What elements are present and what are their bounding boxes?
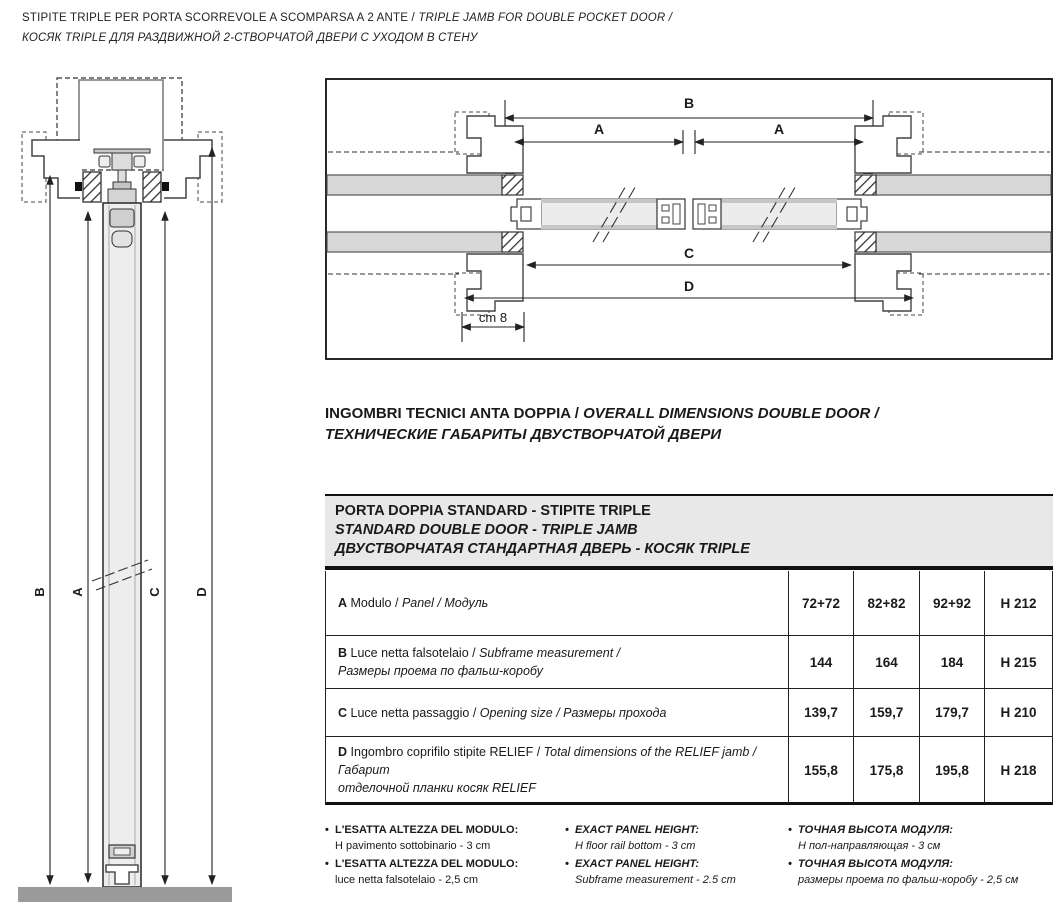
row-label-regular: Luce netta falsotelaio / bbox=[350, 646, 480, 660]
value-cell: H 215 bbox=[984, 636, 1052, 688]
table-row-d bbox=[326, 737, 1052, 802]
table-row-a bbox=[326, 571, 1052, 636]
footnote bbox=[325, 822, 557, 854]
footnote bbox=[788, 856, 1056, 888]
table-row-c bbox=[326, 689, 1052, 737]
footnotes-russian bbox=[788, 822, 1056, 890]
footnote-text: H pavimento sottobinario - 3 cm bbox=[335, 840, 491, 852]
row-label-regular: Modulo / bbox=[350, 596, 402, 610]
footnote-text: размеры проема по фальш-коробу - 2,5 см bbox=[798, 874, 1019, 886]
footnote bbox=[788, 822, 1056, 854]
footnote-heading: L'ESATTA ALTEZZA DEL MODULO: bbox=[335, 858, 519, 870]
dim-label-d: D bbox=[683, 278, 695, 294]
footnote-heading: EXACT PANEL HEIGHT: bbox=[575, 858, 700, 870]
table-title-block bbox=[325, 494, 1053, 570]
vertical-section-drawing bbox=[8, 66, 238, 904]
footnote-heading: ТОЧНАЯ ВЫСОТА МОДУЛЯ: bbox=[798, 824, 953, 836]
row-label-italic: Subframe measurement / bbox=[479, 646, 621, 660]
footnote-text: Subframe measurement - 2.5 cm bbox=[575, 874, 736, 886]
plan-section-drawing bbox=[325, 78, 1053, 360]
row-label-line2: Размеры проема по фальш-коробу bbox=[338, 664, 543, 678]
row-key: A bbox=[338, 596, 348, 610]
section-heading-en-text: OVERALL DIMENSIONS DOUBLE DOOR / bbox=[583, 405, 879, 422]
footnote-heading: ТОЧНАЯ ВЫСОТА МОДУЛЯ: bbox=[798, 858, 953, 870]
dim-label-a-left: A bbox=[593, 121, 605, 137]
value-cell: 195,8 bbox=[919, 737, 984, 803]
dimensions-table bbox=[325, 571, 1053, 805]
bullet-icon: • bbox=[565, 824, 569, 836]
drawing-frame bbox=[326, 79, 1052, 359]
jamb-cover-right bbox=[164, 132, 222, 202]
row-label-regular: Luce netta passaggio / bbox=[350, 705, 480, 720]
dim-label-b: B bbox=[32, 587, 47, 597]
roller-carriage bbox=[94, 149, 150, 203]
value-cell: 159,7 bbox=[853, 689, 919, 736]
dim-label-c: C bbox=[147, 587, 162, 597]
row-label bbox=[326, 636, 788, 688]
section-heading-line1 bbox=[325, 403, 1053, 424]
value-cell: 175,8 bbox=[853, 737, 919, 803]
header-line1-en-text: TRIPLE JAMB FOR DOUBLE POCKET DOOR / bbox=[418, 12, 673, 24]
table-title-en: STANDARD DOUBLE DOOR - TRIPLE JAMB bbox=[335, 522, 638, 538]
footnote-text: Н пол-направляющая - 3 см bbox=[798, 840, 941, 852]
footnote-heading: L'ESATTA ALTEZZA DEL MODULO: bbox=[335, 824, 519, 836]
seal-left bbox=[75, 182, 82, 191]
header-line-2: КОСЯК TRIPLE ДЛЯ РАЗДВИЖНОЙ 2-СТВОРЧАТОЙ ДВЕРИ С УХОДОМ В СТЕНУ bbox=[22, 32, 478, 44]
row-label-italic: Panel / Модуль bbox=[401, 596, 489, 610]
wall-lower-right bbox=[876, 232, 1051, 252]
value-cell: H 210 bbox=[984, 689, 1052, 736]
footnote-text: luce netta falsotelaio - 2,5 cm bbox=[335, 874, 479, 886]
row-key: C bbox=[338, 705, 348, 720]
value-cell: H 212 bbox=[984, 571, 1052, 635]
value-cell: 179,7 bbox=[919, 689, 984, 736]
bullet-icon: • bbox=[788, 858, 792, 870]
row-label-line2: отделочной планки косяк RELIEF bbox=[338, 781, 536, 795]
table-title-ru: ДВУСТВОРЧАТАЯ СТАНДАРТНАЯ ДВЕРЬ - КОСЯК TRIPLE bbox=[335, 541, 750, 557]
jamb-cover-left bbox=[22, 132, 80, 202]
value-cell: 139,7 bbox=[788, 689, 853, 736]
row-key: D bbox=[338, 745, 348, 759]
footnotes-italian bbox=[325, 822, 557, 890]
row-label bbox=[326, 737, 788, 803]
page-header bbox=[22, 8, 672, 48]
row-label-regular: Ingombro coprifilo stipite RELIEF / bbox=[350, 745, 544, 759]
dim-label-b: B bbox=[683, 95, 695, 111]
value-cell: 82+82 bbox=[853, 571, 919, 635]
wall-upper-right bbox=[876, 175, 1051, 195]
door-panel-right bbox=[693, 199, 867, 229]
table-row-b bbox=[326, 636, 1052, 689]
footnote-text: H floor rail bottom - 3 cm bbox=[575, 840, 696, 852]
footnotes-english bbox=[565, 822, 783, 890]
row-label-italic: Opening size / Размеры прохода bbox=[479, 705, 667, 720]
dim-label-a-right: A bbox=[773, 121, 785, 137]
dim-label-a: A bbox=[70, 587, 85, 597]
bullet-icon: • bbox=[325, 858, 329, 870]
value-cell: 144 bbox=[788, 636, 853, 688]
dim-label-cm8: cm 8 bbox=[478, 310, 508, 325]
row-label bbox=[326, 689, 788, 736]
footnote bbox=[565, 856, 783, 888]
jamb-block-left bbox=[83, 172, 101, 202]
bullet-icon: • bbox=[788, 824, 792, 836]
door-panel-left bbox=[511, 199, 685, 229]
table-title-it: PORTA DOPPIA STANDARD - STIPITE TRIPLE bbox=[335, 503, 651, 519]
footnote bbox=[325, 856, 557, 888]
door-panel bbox=[103, 203, 141, 887]
footnote-heading: EXACT PANEL HEIGHT: bbox=[575, 824, 700, 836]
section-heading bbox=[325, 403, 1053, 445]
floor bbox=[18, 887, 232, 902]
header-line1-it-text: STIPITE TRIPLE PER PORTA SCORREVOLE A SCOMPARSA A 2 ANTE / bbox=[22, 12, 419, 24]
dim-label-c: C bbox=[683, 245, 695, 261]
section-heading-line2: ТЕХНИЧЕСКИЕ ГАБАРИТЫ ДВУСТВОРЧАТОЙ ДВЕРИ bbox=[325, 426, 722, 443]
wall-lower-left bbox=[327, 232, 502, 252]
bullet-icon: • bbox=[325, 824, 329, 836]
value-cell: 155,8 bbox=[788, 737, 853, 803]
bullet-icon: • bbox=[565, 858, 569, 870]
section-heading-it-text: INGOMBRI TECNICI ANTA DOPPIA / bbox=[325, 405, 584, 422]
seal-right bbox=[162, 182, 169, 191]
row-label bbox=[326, 571, 788, 635]
dim-label-d: D bbox=[194, 587, 209, 597]
header-line-1 bbox=[22, 8, 672, 28]
value-cell: H 218 bbox=[984, 737, 1052, 803]
wall-upper-left bbox=[327, 175, 502, 195]
value-cell: 92+92 bbox=[919, 571, 984, 635]
value-cell: 164 bbox=[853, 636, 919, 688]
footnote bbox=[565, 822, 783, 854]
jamb-block-right bbox=[143, 172, 161, 202]
value-cell: 184 bbox=[919, 636, 984, 688]
row-key: B bbox=[338, 646, 348, 660]
row-label-italic: Total dimensions of the RELIEF jamb / Габарит bbox=[338, 745, 757, 777]
value-cell: 72+72 bbox=[788, 571, 853, 635]
